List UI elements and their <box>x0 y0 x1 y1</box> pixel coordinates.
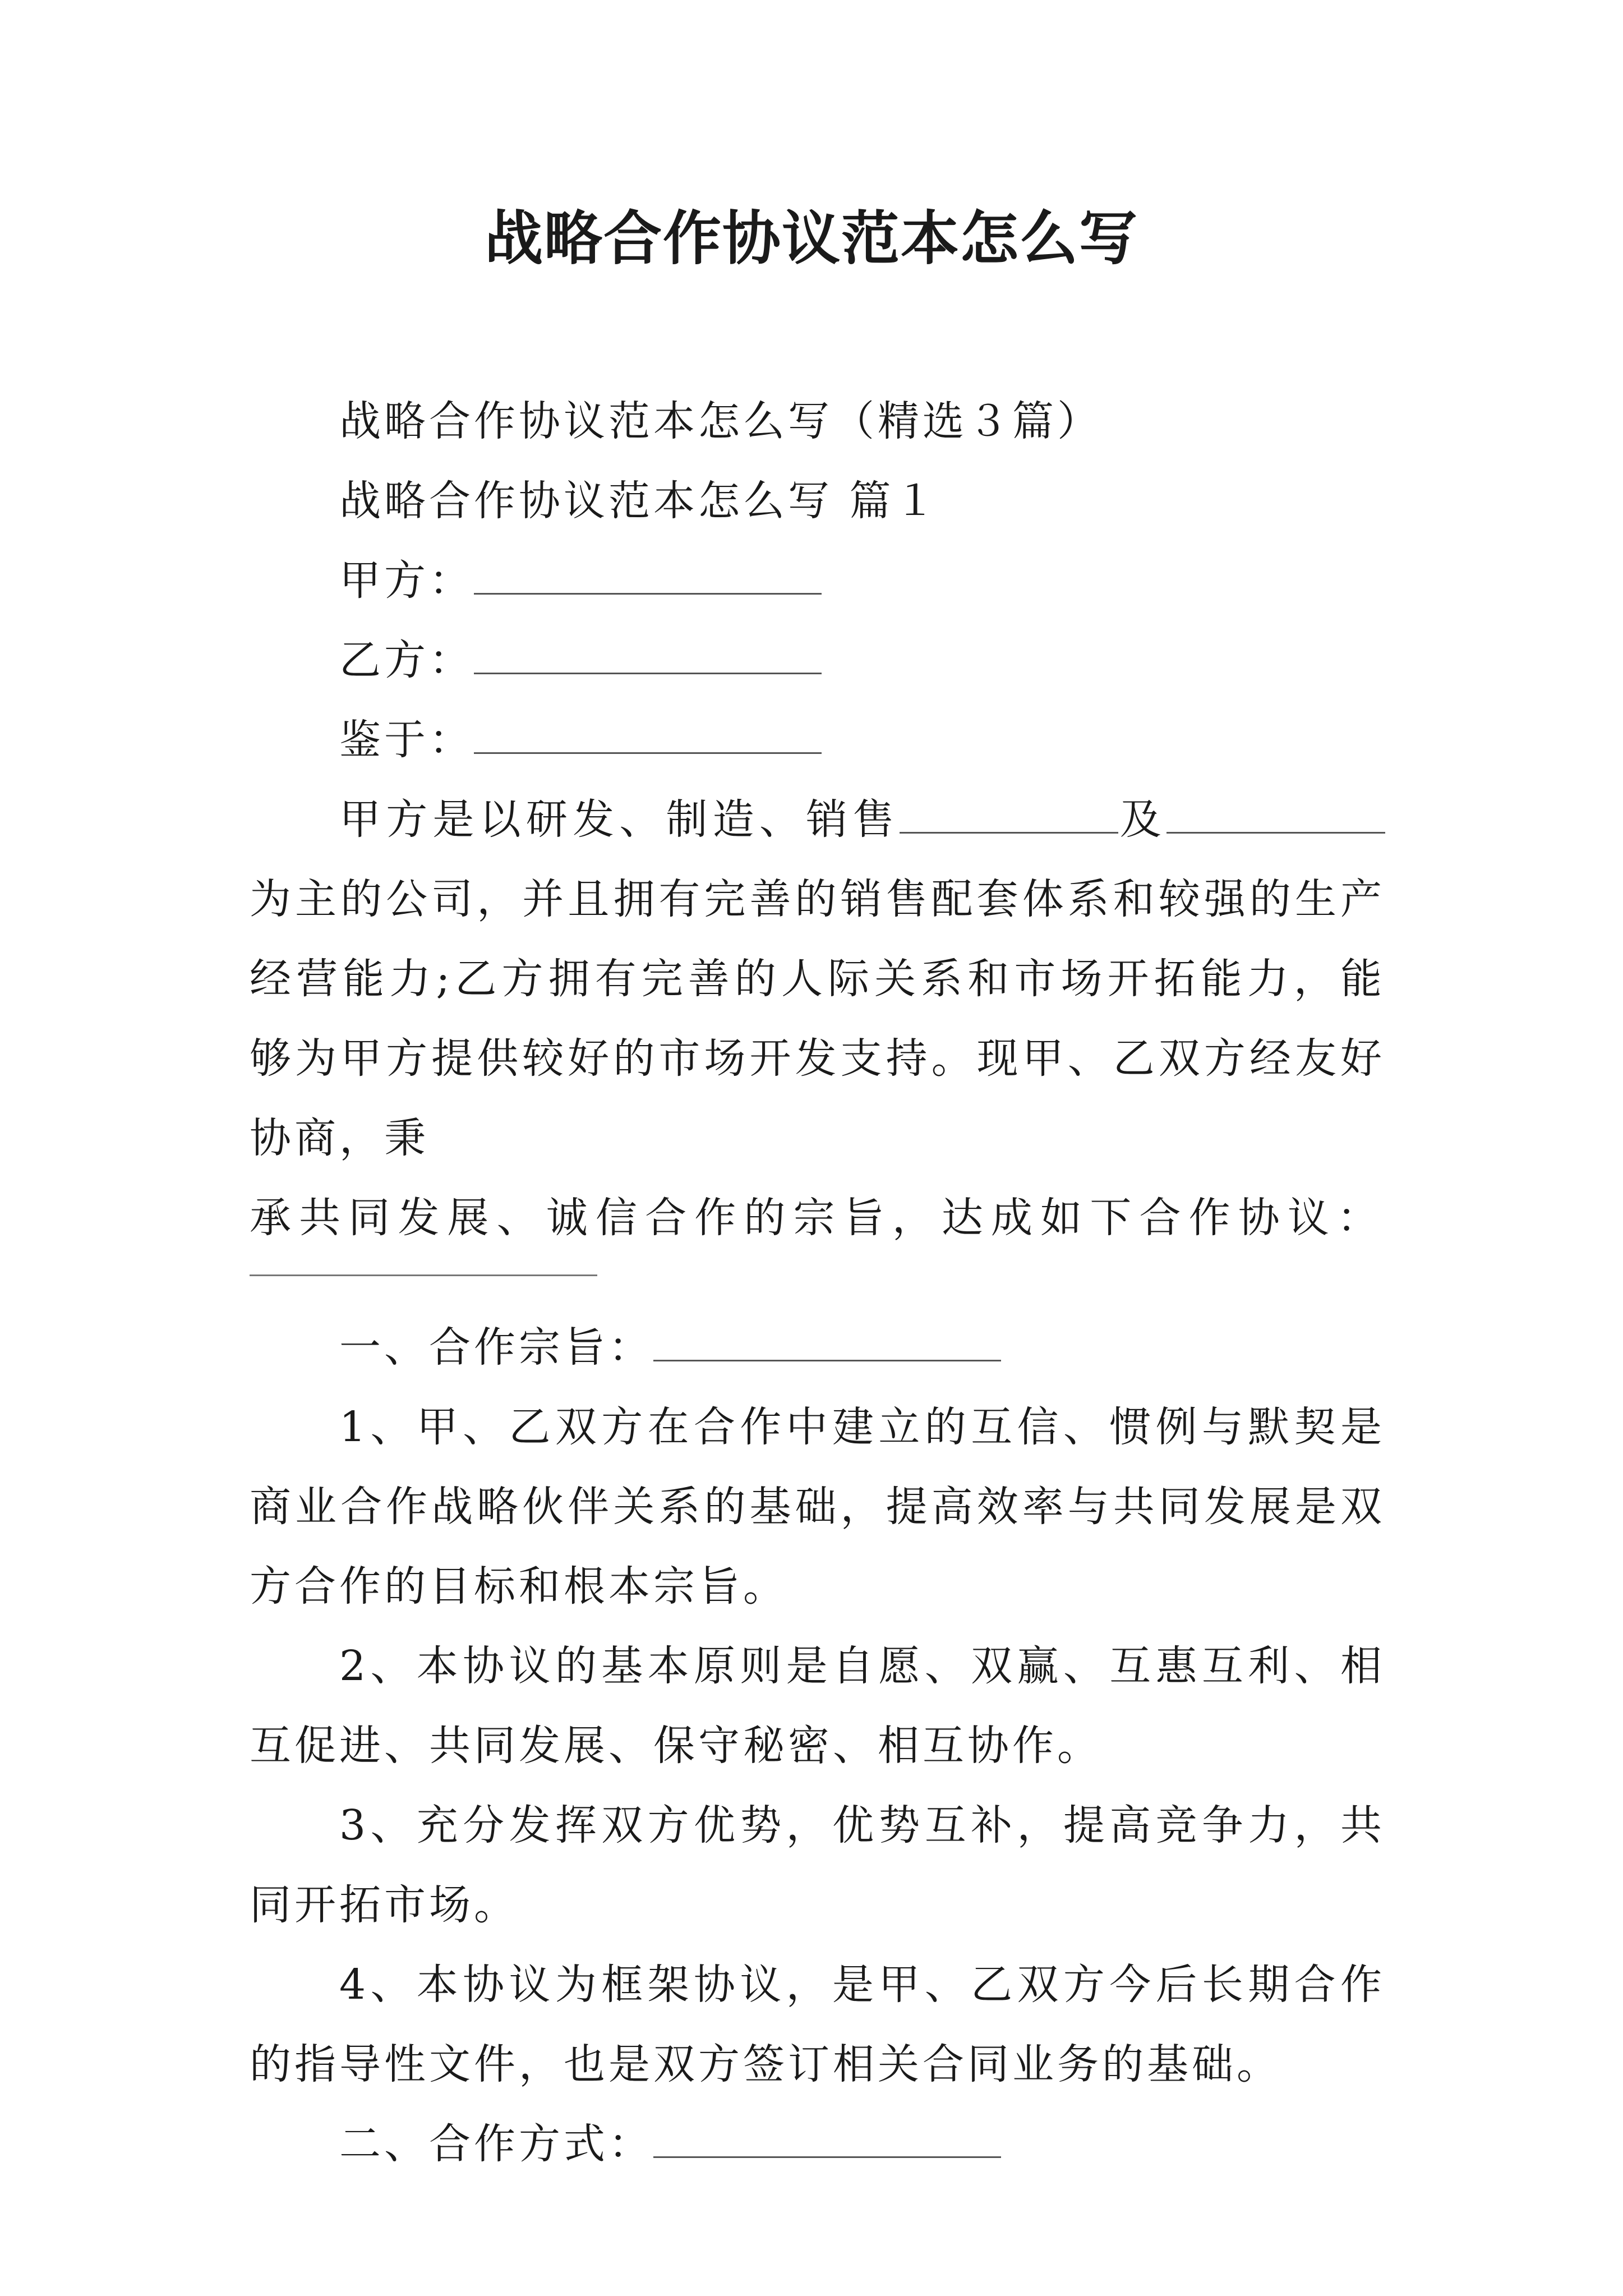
document-title: 战略合作协议范本怎么写 <box>484 204 1138 273</box>
whereas-label: 鉴于： <box>339 716 474 764</box>
product-blank-2 <box>1166 798 1385 834</box>
party-a-label: 甲方： <box>339 556 474 605</box>
list-item: 3、充分发挥双方优势，优势互补，提高竞争力，共同开拓市场。 <box>250 1801 1385 1929</box>
heading-cooperation-method <box>250 2104 1385 2184</box>
whereas-blank <box>474 719 822 754</box>
heading2-label: 二、合作方式： <box>339 2120 653 2168</box>
heading-cooperation-purpose <box>250 1308 1385 1387</box>
intro-part3: 为 <box>250 875 296 923</box>
intro-body: 主的公司，并且拥有完善的销售配套体系和较强的生产经营能力;乙方拥有完善的人际关系和市场开拓能力，能够为甲方提供较好的市场开发支持。现甲、乙双方经友好协商，秉 <box>250 875 1386 1162</box>
heading1-blank <box>653 1326 1001 1361</box>
whereas-line <box>250 700 1385 780</box>
product-blank-1 <box>900 798 1118 834</box>
intro-part1: 甲方是以研发、制造、销售 <box>339 795 900 844</box>
party-b-label: 乙方： <box>339 636 474 684</box>
heading1-label: 一、合作宗旨： <box>339 1323 653 1372</box>
document-body <box>250 381 1385 2184</box>
section-title: 战略合作协议范本怎么写 篇１ <box>339 477 939 525</box>
signature-blank-line <box>250 1274 597 1276</box>
heading2-blank <box>653 2123 1001 2158</box>
list-item: 4、本协议为框架协议，是甲、乙双方今后长期合作的指导性文件，也是双方签订相关合同业务的基础。 <box>250 1961 1385 2088</box>
party-a-line <box>250 541 1385 620</box>
list-item: 1、甲、乙双方在合作中建立的互信、惯例与默契是商业合作战略伙伴关系的基础，提高效率与共同发展是双方合作的目标和根本宗旨。 <box>250 1403 1385 1611</box>
party-b-blank <box>474 639 822 674</box>
intro-last-line: 承共同发展、诚信合作的宗旨，达成如下合作协议： <box>250 1194 1385 1242</box>
intro-part2: 及 <box>1118 795 1167 844</box>
subtitle: 战略合作协议范本怎么写（精选３篇） <box>339 397 1102 445</box>
party-b-line <box>250 620 1385 700</box>
list-item: 2、本协议的基本原则是自愿、双赢、互惠互利、相互促进、共同发展、保守秘密、相互协作。 <box>250 1642 1385 1770</box>
party-a-blank <box>474 559 822 595</box>
intro-paragraph <box>250 780 1385 1178</box>
